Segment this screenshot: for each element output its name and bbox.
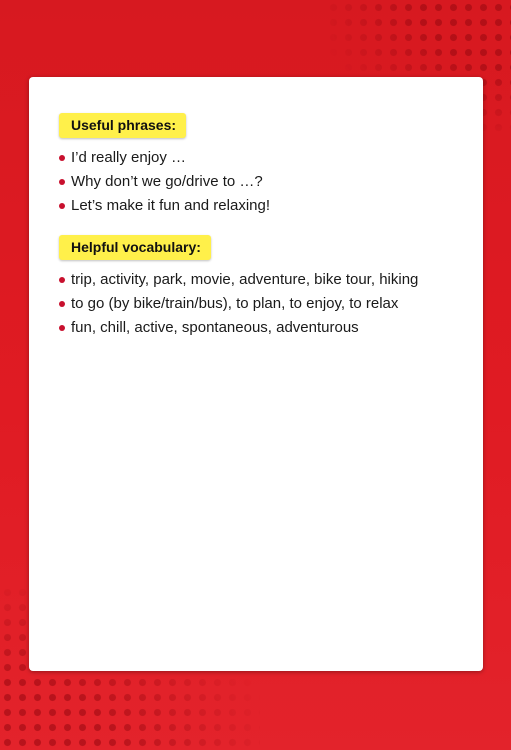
- list-item-text: to go (by bike/train/bus), to plan, to enjoy, to relax: [71, 295, 399, 312]
- list-item-text: Why don’t we go/drive to …?: [71, 173, 263, 190]
- content-card: [29, 77, 483, 671]
- bullet-icon: [59, 277, 65, 283]
- bullet-icon: [59, 325, 65, 331]
- list-item-text: Let’s make it fun and relaxing!: [71, 197, 271, 214]
- list-item-text: trip, activity, park, movie, adventure, bike tour, hiking: [71, 271, 419, 288]
- list-item: [59, 292, 465, 316]
- helpful-vocabulary-section: [59, 235, 465, 340]
- bullet-icon: [59, 301, 65, 307]
- list-item-text: I’d really enjoy …: [71, 149, 187, 166]
- helpful-vocabulary-list: [59, 268, 465, 340]
- useful-phrases-heading: Useful phrases:: [59, 113, 186, 138]
- bullet-icon: [59, 155, 65, 161]
- list-item: [59, 170, 465, 194]
- useful-phrases-list: [59, 146, 465, 218]
- bullet-icon: [59, 203, 65, 209]
- list-item-text: fun, chill, active, spontaneous, adventurous: [71, 319, 359, 336]
- list-item: [59, 316, 465, 340]
- useful-phrases-section: [59, 113, 465, 218]
- list-item: [59, 146, 465, 170]
- helpful-vocabulary-heading: Helpful vocabulary:: [59, 235, 211, 260]
- list-item: [59, 194, 465, 218]
- list-item: [59, 268, 465, 292]
- bullet-icon: [59, 179, 65, 185]
